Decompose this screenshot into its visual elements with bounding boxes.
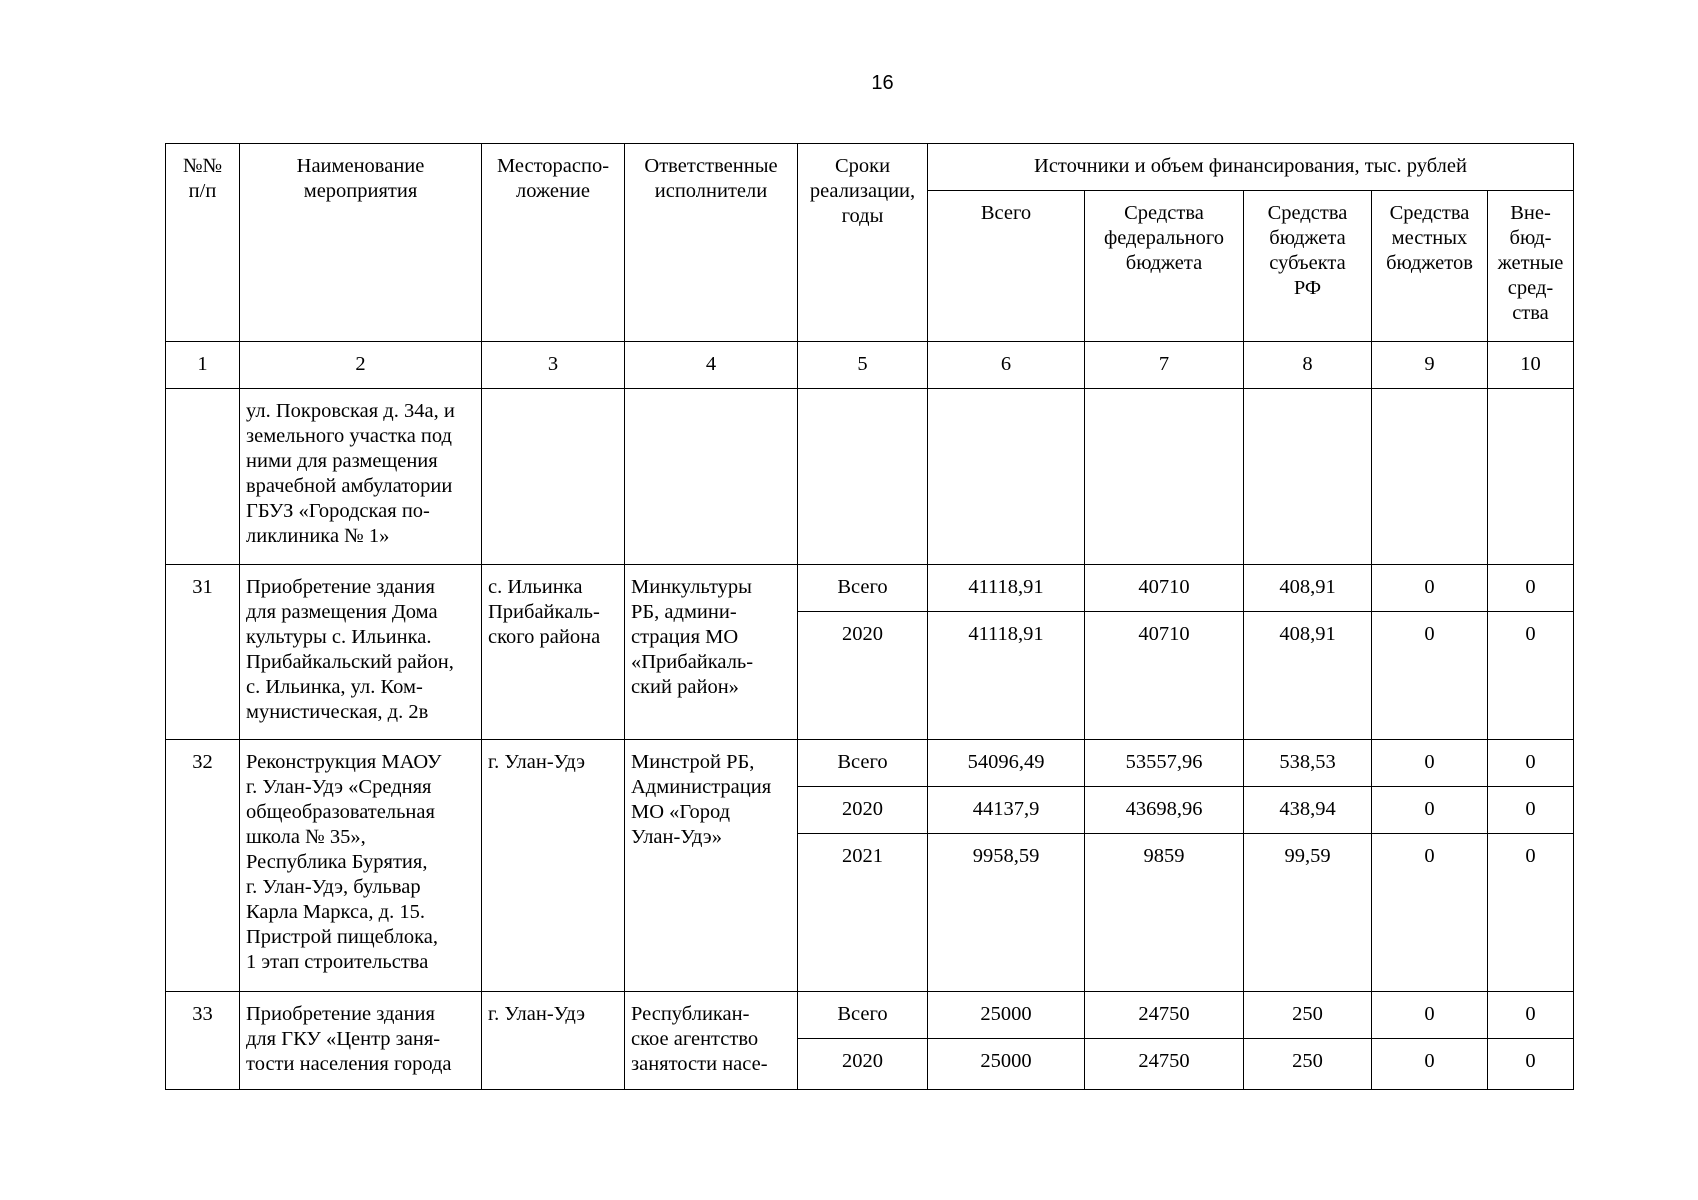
table-row xyxy=(166,389,1574,565)
row-name: Приобретение здания для размещения Дома культуры с. Ильинка. Прибайкальский район, с. Ильинка, ул. Ком- мунистическая, д. 2в xyxy=(240,565,482,740)
row-federal: 43698,96 xyxy=(1085,787,1244,834)
column-number: 9 xyxy=(1372,342,1488,389)
row-executors: Минстрой РБ, Администрация МО «Город Улан-Удэ» xyxy=(625,740,798,992)
row-offbudget: 0 xyxy=(1488,992,1574,1039)
row-local: 0 xyxy=(1372,787,1488,834)
row-subject: 250 xyxy=(1244,1039,1372,1090)
row-total: 41118,91 xyxy=(928,565,1085,612)
column-number: 2 xyxy=(240,342,482,389)
row-term: 2020 xyxy=(798,787,928,834)
row-executors: Республикан- ское агентство занятости насе- xyxy=(625,992,798,1090)
header-subject: Средства бюджета субъекта РФ xyxy=(1244,191,1372,342)
row-offbudget: 0 xyxy=(1488,565,1574,612)
row-local: 0 xyxy=(1372,834,1488,992)
column-number: 7 xyxy=(1085,342,1244,389)
header-num: №№ п/п xyxy=(166,144,240,342)
row-name: Приобретение здания для ГКУ «Центр заня- тости населения города xyxy=(240,992,482,1090)
row-federal: 24750 xyxy=(1085,1039,1244,1090)
row-location xyxy=(482,389,625,565)
row-local: 0 xyxy=(1372,992,1488,1039)
row-term: Всего xyxy=(798,992,928,1039)
row-local xyxy=(1372,389,1488,565)
header-executors: Ответственные исполнители xyxy=(625,144,798,342)
row-offbudget: 0 xyxy=(1488,740,1574,787)
table-row xyxy=(166,565,1574,612)
row-total xyxy=(928,389,1085,565)
row-number: 31 xyxy=(166,565,240,740)
column-numbers-row xyxy=(166,342,1574,389)
row-federal xyxy=(1085,389,1244,565)
row-offbudget xyxy=(1488,389,1574,565)
row-offbudget: 0 xyxy=(1488,834,1574,992)
row-term: Всего xyxy=(798,565,928,612)
row-federal: 40710 xyxy=(1085,565,1244,612)
row-federal: 40710 xyxy=(1085,612,1244,740)
row-name: ул. Покровская д. 34а, и земельного участка под ними для размещения врачебной амбулатории ГБУЗ «Городская по- ликлиника № 1» xyxy=(240,389,482,565)
row-local: 0 xyxy=(1372,565,1488,612)
row-subject: 408,91 xyxy=(1244,612,1372,740)
row-total: 25000 xyxy=(928,1039,1085,1090)
row-local: 0 xyxy=(1372,612,1488,740)
row-number: 32 xyxy=(166,740,240,992)
header-location: Местораспо- ложение xyxy=(482,144,625,342)
header-offbudget: Вне- бюд- жетные сред- ства xyxy=(1488,191,1574,342)
row-subject: 250 xyxy=(1244,992,1372,1039)
row-offbudget: 0 xyxy=(1488,787,1574,834)
row-number: 33 xyxy=(166,992,240,1090)
row-subject: 99,59 xyxy=(1244,834,1372,992)
column-number: 6 xyxy=(928,342,1085,389)
column-number: 1 xyxy=(166,342,240,389)
header-federal: Средства федерального бюджета xyxy=(1085,191,1244,342)
row-local: 0 xyxy=(1372,740,1488,787)
column-number: 10 xyxy=(1488,342,1574,389)
row-number xyxy=(166,389,240,565)
row-term xyxy=(798,389,928,565)
table-row xyxy=(166,992,1574,1039)
column-number: 4 xyxy=(625,342,798,389)
row-offbudget: 0 xyxy=(1488,1039,1574,1090)
row-subject: 438,94 xyxy=(1244,787,1372,834)
row-local: 0 xyxy=(1372,1039,1488,1090)
row-term: 2021 xyxy=(798,834,928,992)
row-total: 9958,59 xyxy=(928,834,1085,992)
row-offbudget: 0 xyxy=(1488,612,1574,740)
financing-table xyxy=(165,143,1574,1090)
header-total: Всего xyxy=(928,191,1085,342)
header-terms: Сроки реализации, годы xyxy=(798,144,928,342)
column-number: 3 xyxy=(482,342,625,389)
row-term: Всего xyxy=(798,740,928,787)
row-executors: Минкультуры РБ, админи- страция МО «Прибайкаль- ский район» xyxy=(625,565,798,740)
row-name: Реконструкция МАОУ г. Улан-Удэ «Средняя общеобразовательная школа № 35», Республика Бурятия, г. Улан-Удэ, бульвар Карла Маркса, д. 15. Пристрой пищеблока, 1 этап строительства xyxy=(240,740,482,992)
row-location: г. Улан-Удэ xyxy=(482,992,625,1090)
header-name: Наименование мероприятия xyxy=(240,144,482,342)
column-number: 8 xyxy=(1244,342,1372,389)
row-location: с. Ильинка Прибайкаль- ского района xyxy=(482,565,625,740)
row-total: 44137,9 xyxy=(928,787,1085,834)
row-location: г. Улан-Удэ xyxy=(482,740,625,992)
table-row xyxy=(166,740,1574,787)
column-number: 5 xyxy=(798,342,928,389)
row-federal: 53557,96 xyxy=(1085,740,1244,787)
row-total: 41118,91 xyxy=(928,612,1085,740)
row-executors xyxy=(625,389,798,565)
row-total: 25000 xyxy=(928,992,1085,1039)
row-term: 2020 xyxy=(798,612,928,740)
row-subject xyxy=(1244,389,1372,565)
row-total: 54096,49 xyxy=(928,740,1085,787)
page-number: 16 xyxy=(871,72,894,94)
row-subject: 538,53 xyxy=(1244,740,1372,787)
header-local: Средства местных бюджетов xyxy=(1372,191,1488,342)
row-federal: 9859 xyxy=(1085,834,1244,992)
row-term: 2020 xyxy=(798,1039,928,1090)
header-funding: Источники и объем финансирования, тыс. рублей xyxy=(928,144,1574,191)
row-federal: 24750 xyxy=(1085,992,1244,1039)
row-subject: 408,91 xyxy=(1244,565,1372,612)
